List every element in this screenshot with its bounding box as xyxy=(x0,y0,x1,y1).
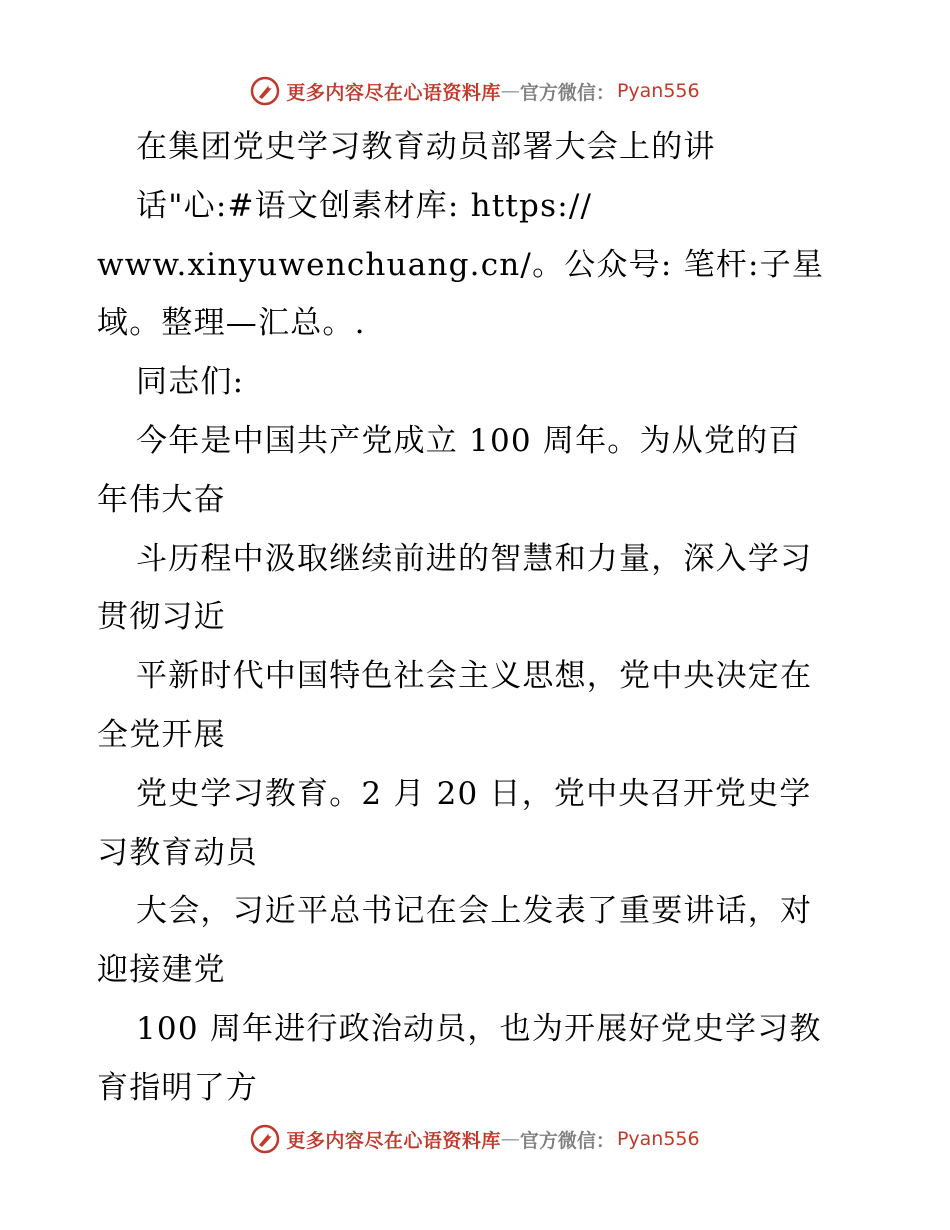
text-line: 100 周年进行政治动员，也为开展好党史学习教 xyxy=(136,1010,822,1047)
text-line: 今年是中国共产党成立 100 周年。为从党的百 xyxy=(136,422,801,459)
text-line: 习教育动员 xyxy=(97,834,258,871)
header-banner xyxy=(0,71,950,111)
banner-wechat-id: Pyan556 xyxy=(616,80,700,102)
banner-wechat-label: 官方微信： xyxy=(519,1129,615,1152)
text-line: 大会，习近平总书记在会上发表了重要讲话，对 xyxy=(136,893,813,930)
text-line: 域。整理—汇总。. xyxy=(97,305,366,342)
banner-separator: — xyxy=(500,1128,520,1150)
text-line: 迎接建党 xyxy=(97,952,226,989)
text-line: 育指明了方 xyxy=(97,1069,258,1106)
text-line: 全党开展 xyxy=(97,716,226,753)
banner-separator: — xyxy=(500,80,520,102)
footer-banner xyxy=(0,1119,950,1159)
text-line: 在集团党史学习教育动员部署大会上的讲 xyxy=(136,129,716,165)
text-line: 话"心:#语文创素材库: https:// xyxy=(136,187,593,224)
banner-wechat-id: Pyan556 xyxy=(616,1128,700,1150)
banner-slogan: 更多内容尽在心语资料库 xyxy=(286,81,501,104)
text-line: 年伟大奋 xyxy=(97,481,226,518)
text-line: 党史学习教育。2 月 20 日，党中央召开党史学 xyxy=(136,775,812,812)
text-line: 贯彻习近 xyxy=(97,599,226,636)
banner-wechat-label: 官方微信： xyxy=(519,81,615,104)
text-line: www.xinyuwenchuang.cn/。公众号: 笔杆:子星 xyxy=(97,246,825,283)
pen-nib-circle-icon xyxy=(250,76,280,106)
document-body xyxy=(97,118,857,1118)
text-line: 斗历程中汲取继续前进的智慧和力量，深入学习 xyxy=(136,540,813,577)
text-line: 同志们: xyxy=(136,364,245,401)
text-line: 平新时代中国特色社会主义思想，党中央决定在 xyxy=(136,658,813,695)
banner-slogan: 更多内容尽在心语资料库 xyxy=(286,1129,501,1152)
pen-nib-circle-icon xyxy=(250,1124,280,1154)
